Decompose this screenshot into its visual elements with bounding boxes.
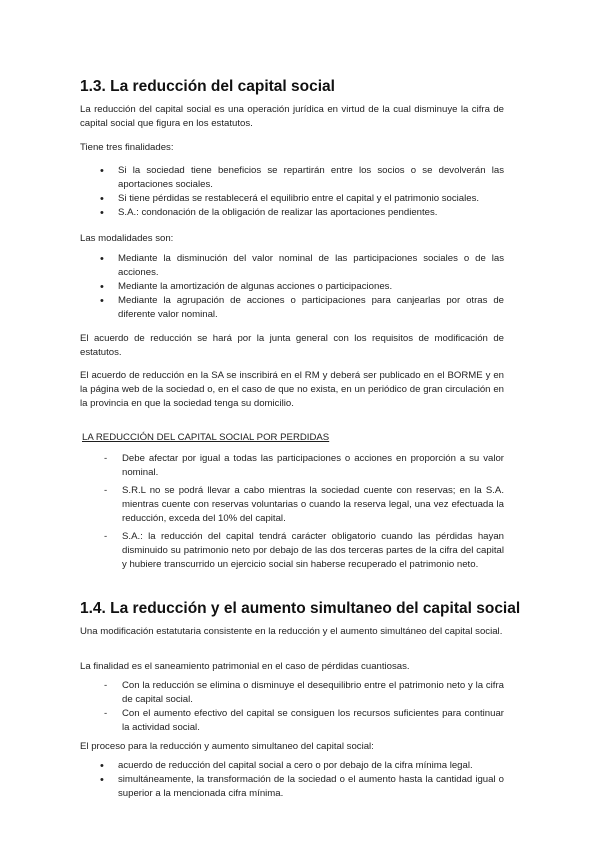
acuerdo-paragraph: El acuerdo de reducción se hará por la junta general con los requisitos de modificación de estatutos.: [80, 333, 504, 358]
modalidades-label: Las modalidades son:: [80, 233, 174, 244]
section-1-3-intro: La reducción del capital social es una operación jurídica en virtud de la cual disminuye la cifra de capital social que figura en los estatutos.: [80, 104, 504, 129]
finalidades-list: [100, 164, 504, 220]
list-item: - S.R.L no se podrá llevar a cabo mientras la sociedad cuente con reservas; en la S.A. mientras cuente con reservas voluntarias o cuando la reserva legal, una vez efectuada la reducción, exceda del 10% del capital.: [104, 484, 504, 526]
inscripcion-paragraph: El acuerdo de reducción en la SA se inscribirá en el RM y deberá ser publicado en el BORME y en la página web de la sociedad o, en el caso de que no exista, en un periódico de gran circulación en la provincia en que la sociedad tenga su domicilio.: [80, 370, 504, 409]
modalidades-list: [100, 252, 504, 322]
proceso-list: [100, 759, 504, 801]
list-item: • Mediante la agrupación de acciones o participaciones para canjearlas por otras de diferente valor nominal.: [100, 294, 504, 322]
saneamiento-list: [104, 679, 504, 735]
list-item: • Mediante la amortización de algunas acciones o participaciones.: [100, 280, 504, 294]
proceso-label: El proceso para la reducción y aumento simultaneo del capital social:: [80, 741, 374, 752]
list-item: • Si la sociedad tiene beneficios se repartirán entre los socios o se devolverán las aportaciones sociales.: [100, 164, 504, 192]
list-item: • simultáneamente, la transformación de la sociedad o el aumento hasta la cantidad igual o superior a la mencionada cifra mínima.: [100, 773, 504, 801]
list-item: • Mediante la disminución del valor nominal de las participaciones sociales o de las acciones.: [100, 252, 504, 280]
list-item: - Con el aumento efectivo del capital se consiguen los recursos suficientes para continuar la actividad social.: [104, 707, 504, 735]
section-1-3-title: 1.3. La reducción del capital social: [80, 78, 335, 95]
list-item: • Si tiene pérdidas se restablecerá el equilibrio entre el capital y el patrimonio sociales.: [100, 192, 504, 206]
list-item: - Con la reducción se elimina o disminuye el desequilibrio entre el patrimonio neto y la cifra de capital social.: [104, 679, 504, 707]
finalidad-paragraph: La finalidad es el saneamiento patrimonial en el caso de pérdidas cuantiosas.: [80, 661, 410, 672]
list-item: - Debe afectar por igual a todas las participaciones o acciones en proporción a su valor nominal.: [104, 452, 504, 480]
list-item: • S.A.: condonación de la obligación de realizar las aportaciones pendientes.: [100, 206, 504, 220]
section-1-4-title: 1.4. La reducción y el aumento simultaneo del capital social: [80, 600, 521, 617]
perdidas-heading: LA REDUCCIÓN DEL CAPITAL SOCIAL POR PERDIDAS: [82, 432, 330, 443]
section-1-4-intro: Una modificación estatutaria consistente en la reducción y el aumento simultáneo del capital social.: [80, 626, 503, 637]
list-item: • acuerdo de reducción del capital social a cero o por debajo de la cifra mínima legal.: [100, 759, 504, 773]
perdidas-list: [104, 452, 504, 572]
finalidades-label: Tiene tres finalidades:: [80, 142, 174, 153]
list-item: - S.A.: la reducción del capital tendrá carácter obligatorio cuando las pérdidas hayan disminuido su patrimonio neto por debajo de las dos terceras partes de la cifra del capital y hubiere transcurrido un ejercicio social sin haberse recuperado el patrimonio neto.: [104, 530, 504, 572]
